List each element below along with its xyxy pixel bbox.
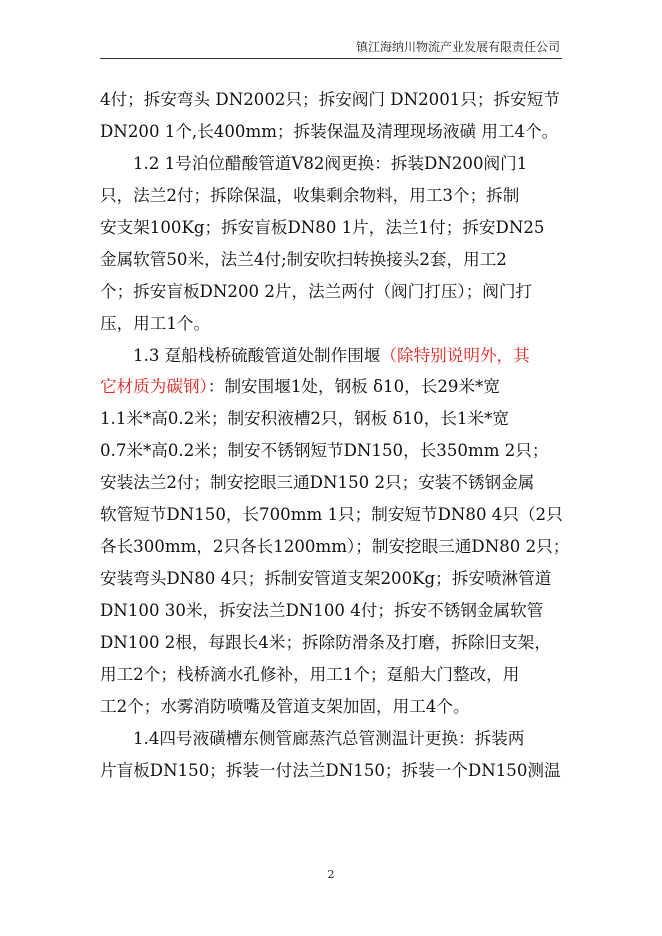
red-note: 它材质为碳钢）	[100, 377, 208, 397]
text-line: 金属软管50米，法兰4付;制安吹扫转换接头2套，用工2	[100, 249, 507, 269]
text-line	[100, 371, 564, 403]
text-line: 片盲板DN150；拆装一付法兰DN150；拆装一个DN150测温	[100, 760, 561, 780]
text-line: 安支架100Kg；拆安盲板DN80 1片，法兰1付；拆安DN25	[100, 217, 545, 237]
text-line: 1.1米*高0.2米；制安积液槽2只，钢板 δ10，长1米*宽	[100, 409, 509, 429]
text-line: DN200 1个,长400mm；拆装保温及清理现场液磺 用工4个。	[100, 121, 559, 141]
paragraph-1	[100, 84, 564, 148]
company-name: 镇江海纳川物流产业发展有限责任公司	[355, 40, 560, 54]
page-header	[0, 0, 662, 60]
text-line: 0.7米*高0.2米；制安不锈钢短节DN150，长350mm 2只；	[100, 441, 549, 461]
text-line: 个；拆安盲板DN200 2片，法兰两付（阀门打压）；阀门打	[100, 281, 533, 301]
text-line: 安装法兰2付；制安挖眼三通DN150 2只；安装不锈钢金属	[100, 473, 535, 493]
red-note: （除特别说明外，其	[380, 345, 530, 365]
text-line: 工2个；水雾消防喷嘴及管道支架加固，用工4个。	[100, 696, 470, 716]
header-rule	[100, 58, 562, 59]
page-number: 2	[327, 868, 335, 881]
paragraph-1-3	[100, 340, 570, 723]
paragraph-1-2	[100, 148, 564, 340]
text-line	[100, 340, 564, 372]
text-line: 4付；拆安弯头 DN2002只；拆安阀门 DN2001只；拆安短节	[100, 90, 560, 109]
text-line: DN100 2根，每跟长4米；拆除防滑条及打磨，拆除旧支架，	[100, 632, 551, 652]
document-body	[100, 84, 570, 787]
text-line: 1.2 1号泊位醋酸管道V82阀更换：拆装DN200阀门1	[133, 153, 528, 173]
text-line: 安装弯头DN80 4只；拆制安管道支架200Kg；拆安喷淋管道	[100, 569, 552, 589]
text-run: ：制安围堰1处，钢板 δ10，长29米*宽	[207, 377, 500, 397]
paragraph-1-4	[100, 723, 564, 787]
text-line: 只，法兰2付；拆除保温，收集剩余物料，用工3个；拆制	[100, 185, 520, 205]
text-line: 各长300mm，2只各长1200mm）；制安挖眼三通DN80 2只；	[100, 537, 570, 557]
text-line: 软管短节DN150，长700mm 1只；制安短节DN80 4只（2只	[100, 505, 563, 525]
text-line: 1.4四号液磺槽东侧管廊蒸汽总管测温计更换：拆装两	[133, 728, 525, 748]
text-line: DN100 30米，拆安法兰DN100 4付；拆安不锈钢金属软管	[100, 601, 544, 620]
text-line: 压，用工1个。	[100, 313, 211, 333]
text-line: 用工2个；栈桥滴水孔修补，用工1个；趸船大门整改，用	[100, 664, 520, 684]
text-run: 1.3 趸船栈桥硫酸管道处制作围堰	[133, 345, 381, 365]
